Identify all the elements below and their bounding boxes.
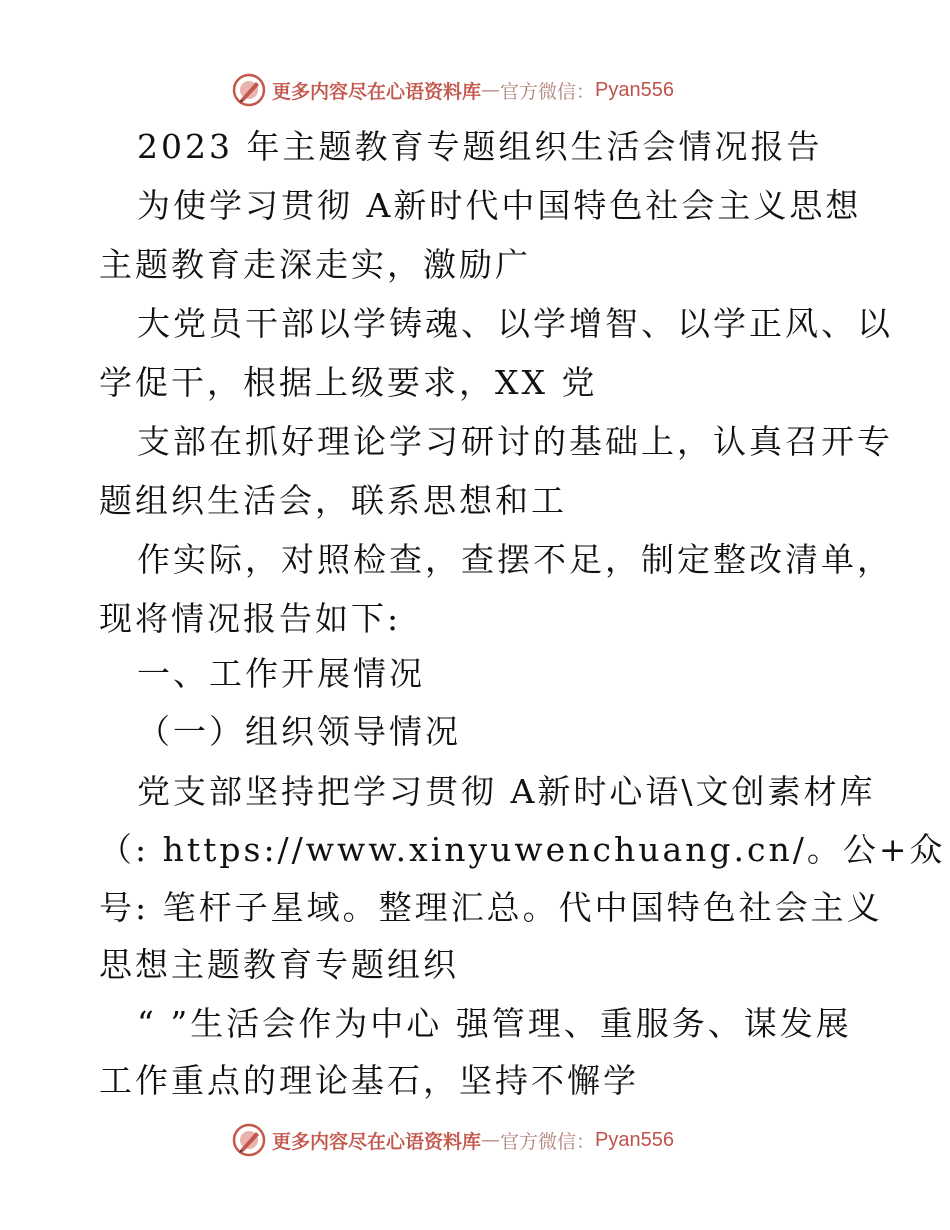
watermark-id: Pyan556 <box>595 78 674 101</box>
paragraph-line: 学促干，根据上级要求，XX 党 <box>99 363 598 402</box>
header-watermark <box>232 70 674 110</box>
paragraph-line: 为使学习贯彻 A新时代中国特色社会主义思想 <box>137 186 862 225</box>
watermark-label: 官方微信： <box>500 80 596 103</box>
paragraph-line: 党支部坚持把学习贯彻 A新时心语\文创素材库 <box>137 772 876 811</box>
paragraph-line: 题组织生活会，联系思想和工 <box>99 481 567 520</box>
pen-logo-icon <box>232 73 266 107</box>
watermark-brand: 更多内容尽在心语资料库 <box>272 80 482 103</box>
paragraph-line: “ ”生活会作为中心 强管理、重服务、谋发展 <box>137 1004 852 1043</box>
paragraph-line: 主题教育走深走实，激励广 <box>99 245 531 284</box>
paragraph-line: 支部在抓好理论学习研讨的基础上，认真召开专 <box>137 422 893 461</box>
paragraph-line: 号: 笔杆子星域。整理汇总。代中国特色社会主义 <box>99 888 883 927</box>
pen-logo-icon <box>232 1123 266 1157</box>
subsection-heading: （一）组织领导情况 <box>137 712 461 751</box>
section-heading: 一、工作开展情况 <box>137 654 425 693</box>
footer-watermark <box>232 1120 674 1160</box>
watermark-dash: — <box>481 1129 501 1151</box>
watermark-brand: 更多内容尽在心语资料库 <box>272 1130 482 1153</box>
watermark-label: 官方微信： <box>500 1130 596 1153</box>
paragraph-line: 思想主题教育专题组织 <box>99 945 459 984</box>
watermark-dash: — <box>481 79 501 101</box>
paragraph-line: 作实际，对照检查，查摆不足，制定整改清单， <box>137 540 893 579</box>
paragraph-line: 大党员干部以学铸魂、以学增智、以学正风、以 <box>137 304 893 343</box>
paragraph-line: （: https://www.xinyuwenchuang.cn/。公+众 <box>99 830 946 869</box>
document-title: 2023 年主题教育专题组织生活会情况报告 <box>137 127 823 166</box>
watermark-id: Pyan556 <box>595 1128 674 1151</box>
paragraph-line: 现将情况报告如下: <box>99 599 402 638</box>
paragraph-line: 工作重点的理论基石，坚持不懈学 <box>99 1061 639 1100</box>
